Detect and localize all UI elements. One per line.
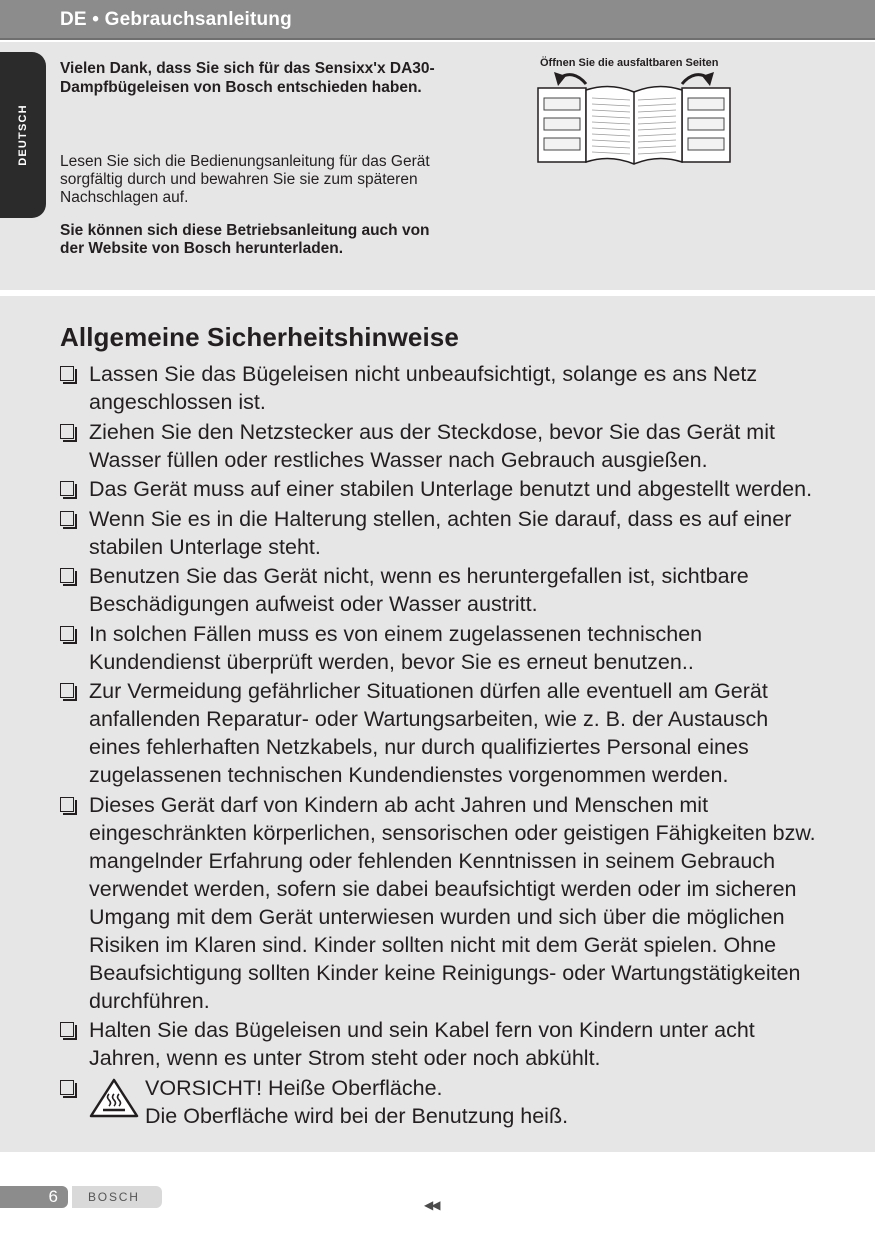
- page-number: 6: [48, 1187, 58, 1206]
- list-item: Halten Sie das Bügeleisen und sein Kabel fern von Kindern unter acht Jahren, wenn es unter Strom steht oder noch abkühlt.: [60, 1016, 820, 1072]
- checkbox-bullet-icon: [60, 626, 74, 641]
- fold-out-pages-icon: [534, 68, 734, 168]
- warning-item: [60, 1074, 820, 1130]
- fold-out-caption: Öffnen Sie die ausfaltbaren Seiten: [540, 57, 719, 69]
- language-tab-label: DEUTSCH: [17, 104, 29, 166]
- list-item: Das Gerät muss auf einer stabilen Unterlage benutzt und abgestellt werden.: [60, 475, 820, 503]
- page-number-tab: [0, 1186, 68, 1208]
- hot-surface-warning-icon: [89, 1078, 139, 1118]
- header-title: DE • Gebrauchsanleitung: [60, 9, 292, 30]
- list-item: Ziehen Sie den Netzstecker aus der Steckdose, bevor Sie das Gerät mit Wasser füllen oder restliches Wasser nach Gebrauch ausgießen.: [60, 418, 820, 474]
- header-bar: [0, 0, 875, 40]
- checkbox-bullet-icon: [60, 1022, 74, 1037]
- list-item: Wenn Sie es in die Halterung stellen, achten Sie darauf, dass es auf einer stabilen Unterlage steht.: [60, 505, 820, 561]
- checkbox-bullet-icon: [60, 424, 74, 439]
- checkbox-bullet-icon: [60, 511, 74, 526]
- warning-description: Die Oberfläche wird bei der Benutzung heiß.: [145, 1103, 569, 1128]
- checkbox-bullet-icon: [60, 1080, 74, 1095]
- checkbox-bullet-icon: [60, 481, 74, 496]
- intro-download-text: Sie können sich diese Betriebsanleitung auch von der Website von Bosch herunterladen.: [60, 222, 430, 257]
- double-left-arrow-icon[interactable]: ◀◀: [424, 1198, 439, 1212]
- list-item: In solchen Fällen muss es von einem zugelassenen technischen Kundendienst überprüft werden, bevor Sie es erneut benutzen..: [60, 620, 820, 676]
- checkbox-bullet-icon: [60, 797, 74, 812]
- checkbox-bullet-icon: [60, 568, 74, 583]
- brand-name: BOSCH: [88, 1190, 140, 1204]
- intro-read-text: Lesen Sie sich die Bedienungsanleitung für das Gerät sorgfältig durch und bewahren Sie sie zum späteren Nachschlagen auf.: [60, 153, 430, 206]
- list-item: Zur Vermeidung gefährlicher Situationen dürfen alle eventuell am Gerät anfallenden Reparatur- oder Wartungsarbeiten, wie z. B. der Austausch eines fehlerhaften Netzkabels, nur durch qualifiziertes Personal eines zugelassenen technischen Kundendienstes vorgenommen werden.: [60, 677, 820, 789]
- intro-thanks-text: Vielen Dank, dass Sie sich für das Sensixx'x DA30-Dampfbügeleisen von Bosch entschieden haben.: [60, 60, 435, 96]
- list-item: Dieses Gerät darf von Kindern ab acht Jahren und Menschen mit eingeschränkten körperlichen, sensorischen oder geistigen Fähigkeiten bzw. mangelnder Erfahrung oder fehlenden Kenntnissen in seinem Gebrauch verwendet werden, sofern sie dabei beaufsichtigt werden oder im sicheren Umgang mit dem Gerät unterwiesen wurden und sich über die möglichen Risiken im Klaren sind. Kinder sollten nicht mit dem Gerät spielen. Ohne Beaufsichtigung sollten Kinder keine Reinigungs- oder Wartungstätigkeiten durchführen.: [60, 791, 820, 1015]
- section-title: Allgemeine Sicherheitshinweise: [60, 322, 459, 352]
- safety-list: [60, 360, 820, 1131]
- list-item: Lassen Sie das Bügeleisen nicht unbeaufsichtigt, solange es ans Netz angeschlossen ist.: [60, 360, 820, 416]
- language-tab: [0, 52, 46, 218]
- warning-title: VORSICHT! Heiße Oberfläche.: [145, 1075, 443, 1100]
- brand-tab: [72, 1186, 162, 1208]
- checkbox-bullet-icon: [60, 683, 74, 698]
- checkbox-bullet-icon: [60, 366, 74, 381]
- list-item: Benutzen Sie das Gerät nicht, wenn es heruntergefallen ist, sichtbare Beschädigungen aufweist oder Wasser austritt.: [60, 562, 820, 618]
